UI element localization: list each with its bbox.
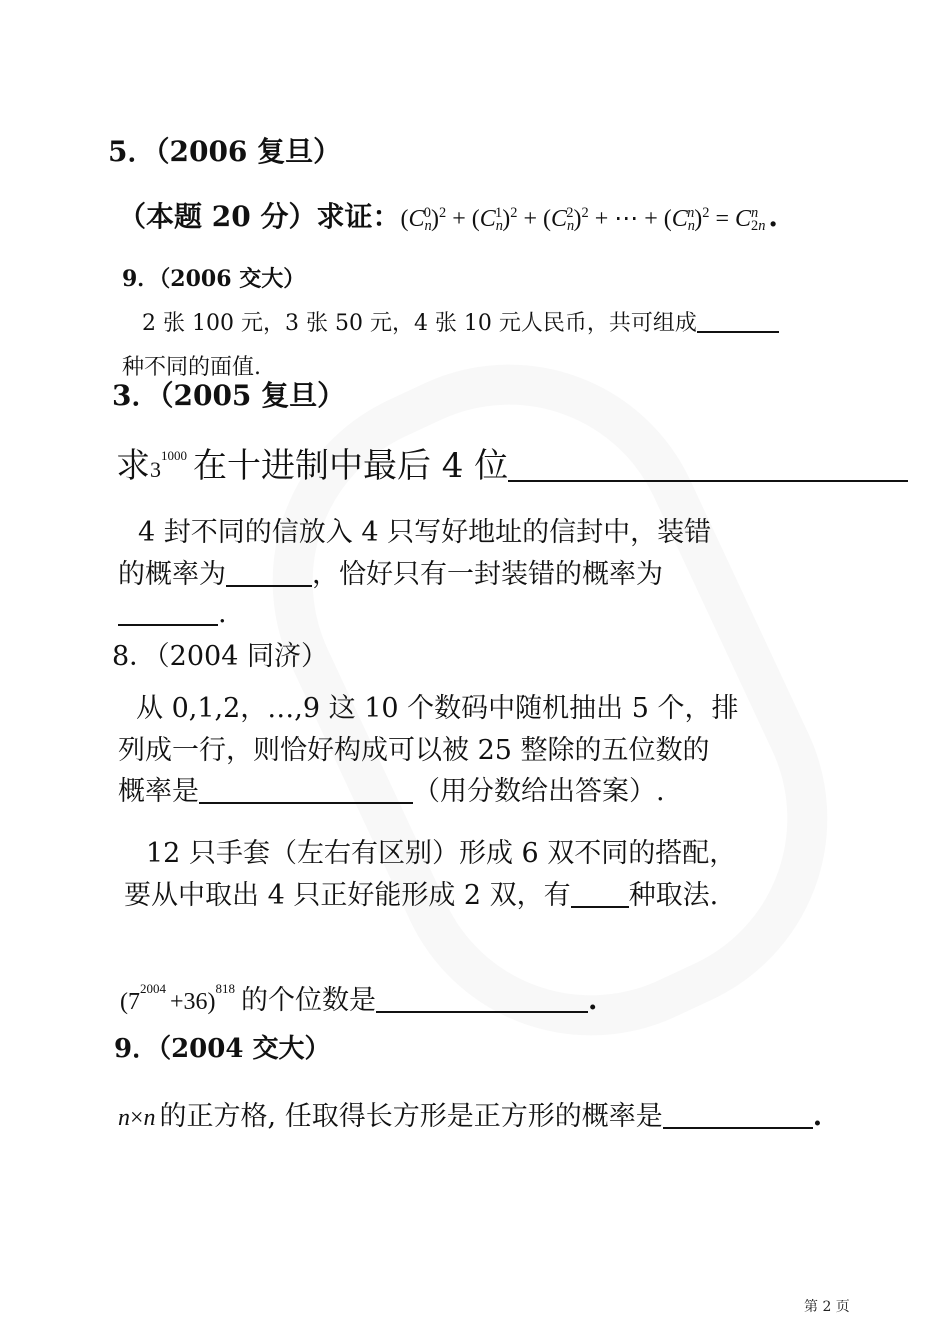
problem-text: . — [812, 1101, 823, 1132]
problem-text: 要从中取出 4 只正好能形成 2 双，有 — [124, 880, 571, 911]
problem-statement: （本题 20 分）求证：$(Cn^0)^2 + (Cn^1)^2 + (Cn^2)^2$ + ⋯ + $(Cn^n)^2 = C2n^n$ . — [118, 200, 778, 234]
problem-heading: 5．（2006 复旦） — [108, 135, 342, 168]
problem-text: 概率是 — [118, 776, 199, 807]
problem-text: 的正方格, 任取得长方形是正方形的概率是 — [159, 1101, 663, 1132]
problem-text: 求 — [116, 446, 150, 486]
problem-heading: 9．（2006 交大） — [122, 266, 306, 292]
math-formula: $(7^{2004}+36)^{818}$ — [120, 981, 236, 1015]
problem-line — [118, 1094, 822, 1133]
answer-blank — [571, 880, 629, 908]
problem-text: 列成一行，则恰好构成可以被 25 整除的五位数的 — [118, 735, 710, 766]
answer-blank — [118, 598, 218, 626]
problem-text: 种不同的面值. — [122, 355, 261, 380]
math-base: 3 — [150, 457, 161, 482]
problem-line — [120, 978, 597, 1017]
problem-heading: 9．（2004 交大） — [114, 1034, 331, 1064]
answer-blank — [199, 776, 413, 804]
problem-text: 的概率为 — [118, 559, 226, 590]
problem-text: 4 封不同的信放入 4 只写好地址的信封中，装错 — [138, 517, 712, 548]
problem-text: 种取法. — [628, 880, 719, 911]
problem-line — [118, 552, 663, 591]
problem-text: 12 只手套（左右有区别）形成 6 双不同的搭配， — [146, 838, 737, 869]
problem-text: 2 张 100 元，3 张 50 元，4 张 10 元人民币，共可组成 — [142, 311, 697, 336]
problem-line — [116, 438, 908, 487]
problem-text: 的个位数是 — [241, 985, 377, 1016]
problem-text: （本题 20 分）求证： — [118, 200, 401, 233]
answer-blank — [508, 448, 908, 482]
math-formula: $(Cn^0)^2 + (Cn^1)^2 + (Cn^2)^2$ + ⋯ + $(Cn^n)^2 = C2n^n$ — [400, 204, 766, 234]
problem-text: 从 0,1,2，…,9 这 10 个数码中随机抽出 5 个，排 — [136, 693, 739, 724]
math-formula: n×n — [118, 1105, 156, 1131]
clipped-heading: 3．（2005 复旦） — [112, 379, 346, 412]
problem-text: . — [588, 985, 598, 1016]
answer-blank — [663, 1101, 813, 1129]
problem-text: ，恰好只有一封装错的概率为 — [312, 559, 663, 590]
math-exponent: 1000 — [161, 448, 187, 464]
problem-line — [142, 306, 779, 337]
page-number: 第 2 页 — [804, 1299, 850, 1315]
problem-line — [124, 873, 718, 912]
problem-line — [118, 769, 665, 808]
answer-blank — [697, 310, 779, 333]
answer-blank — [376, 985, 588, 1013]
answer-blank — [226, 559, 312, 587]
problem-line — [118, 598, 227, 629]
problem-text: （用分数给出答案）. — [413, 776, 665, 807]
problem-text: 在十进制中最后 4 位 — [193, 446, 509, 486]
problem-text: . — [218, 598, 227, 629]
clipped-heading: 8．（2004 同济） — [112, 641, 328, 672]
